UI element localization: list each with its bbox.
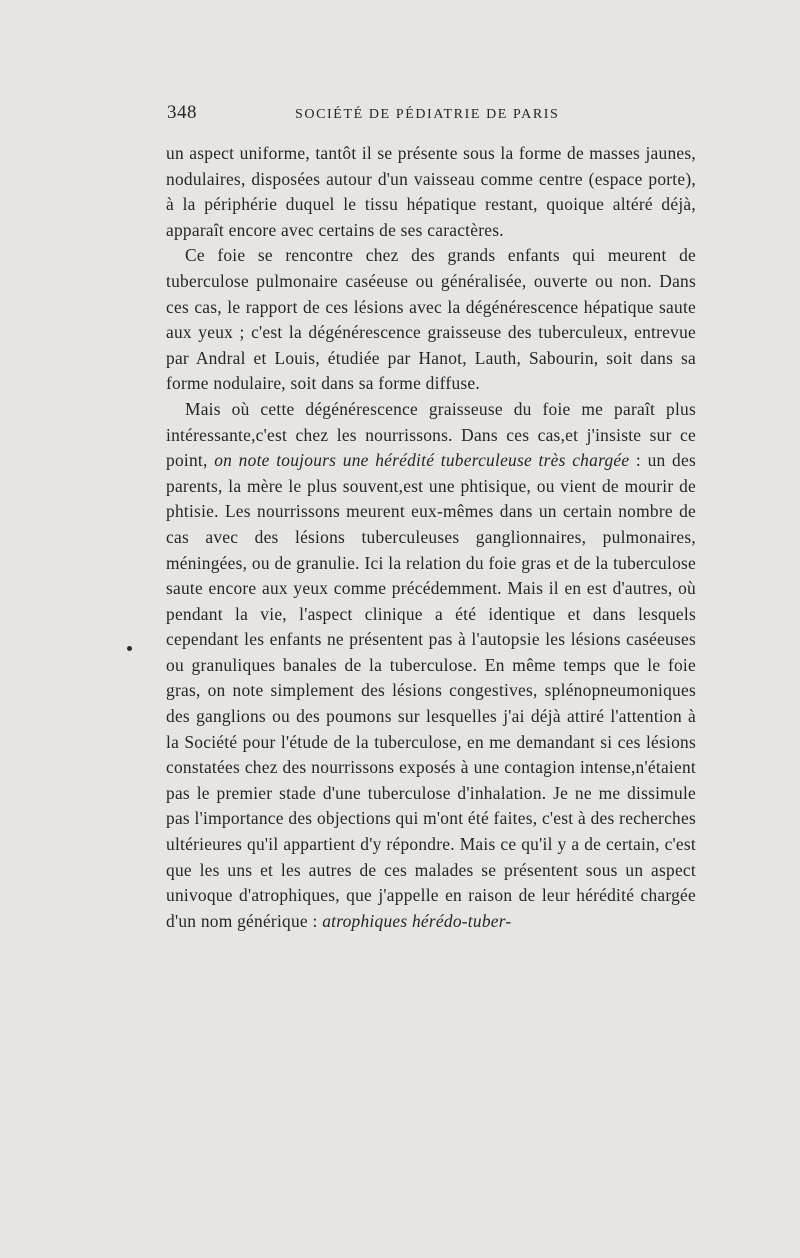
paragraph-1-text: un aspect uniforme, tantôt il se présente sous la forme de masses jaunes, nodulaires, disposées autour d'un vaisseau comme centre (espace porte), à la périphérie duquel le tissu hépatique restant, quoique altéré déjà, apparaît encore avec certains de ses caractères. xyxy=(166,143,696,240)
ink-speck xyxy=(127,646,132,651)
paragraph-2-text: Ce foie se rencontre chez des grands enfants qui meurent de tuberculose pulmonaire caséeuse ou généralisée, ouverte ou non. Dans ces cas, le rapport de ces lésions avec la dégénérescence hépatique saute aux yeux ; c'est la dégénérescence graisseuse des tuberculeux, entrevue par Andral et Louis, étudiée par Hanot, Lauth, Sabourin, soit dans sa forme nodulaire, soit dans sa forme diffuse. xyxy=(166,245,696,394)
italic-emphasis-term: atrophiques hérédo-tuber- xyxy=(322,910,512,931)
paragraph-adult-cases xyxy=(166,243,696,397)
paragraph-3-text-a: Mais où cette dégénérescence graisseuse du foie me paraît plus intéressante,c'est chez les nourrissons. Dans ces cas,et j'insiste sur ce point, xyxy=(166,398,696,471)
page-number: 348 xyxy=(167,102,197,123)
page-header xyxy=(163,102,698,128)
paragraph-3-text-b: : un des parents, la mère le plus souvent,est une phtisique, ou vient de mourir de phtisie. Les nourrissons meurent eux-mêmes dans un certain nombre de cas avec des lésions tuberculeuses ganglionnaires, pulmonaires, méningées, ou de granulie. Ici la relation du foie gras et de la tuberculose saute encore aux yeux comme précédemment. Mais il en est d'autres, où pendant la vie, l'aspect clinique a été identique et dans lesquels cependant les enfants ne présentent pas à l'autopsie les lésions caséeuses ou granuliques banales de la tuberculose. En même temps que le foie gras, on note simplement des lésions congestives, splénopneumoniques des ganglions ou des poumons sur lesquelles j'ai déjà attiré l'attention à la Société pour l'étude de la tuberculose, en me demandant si ces lésions constatées chez des nourrissons exposés à une contagion intense,n'étaient pas le premier stade d'une tuberculose d'inhalation. Je ne me dissimule pas l'importance des objections qui m'ont été faites, c'est à des recherches ultérieures qu'il appartient d'y répondre. Mais ce qu'il y a de certain, c'est que les uns et les autres de ces malades se présentent sous un aspect univoque d'atrophiques, que j'appelle en raison de leur hérédité chargée d'un nom générique : xyxy=(166,450,696,931)
italic-emphasis-heredity: on note toujours une hérédité tuberculeuse très chargée xyxy=(214,450,630,471)
running-title: SOCIÉTÉ DE PÉDIATRIE DE PARIS xyxy=(295,107,560,122)
body-text xyxy=(166,141,696,934)
paragraph-continuation xyxy=(166,141,696,243)
paragraph-infant-cases xyxy=(166,397,696,934)
